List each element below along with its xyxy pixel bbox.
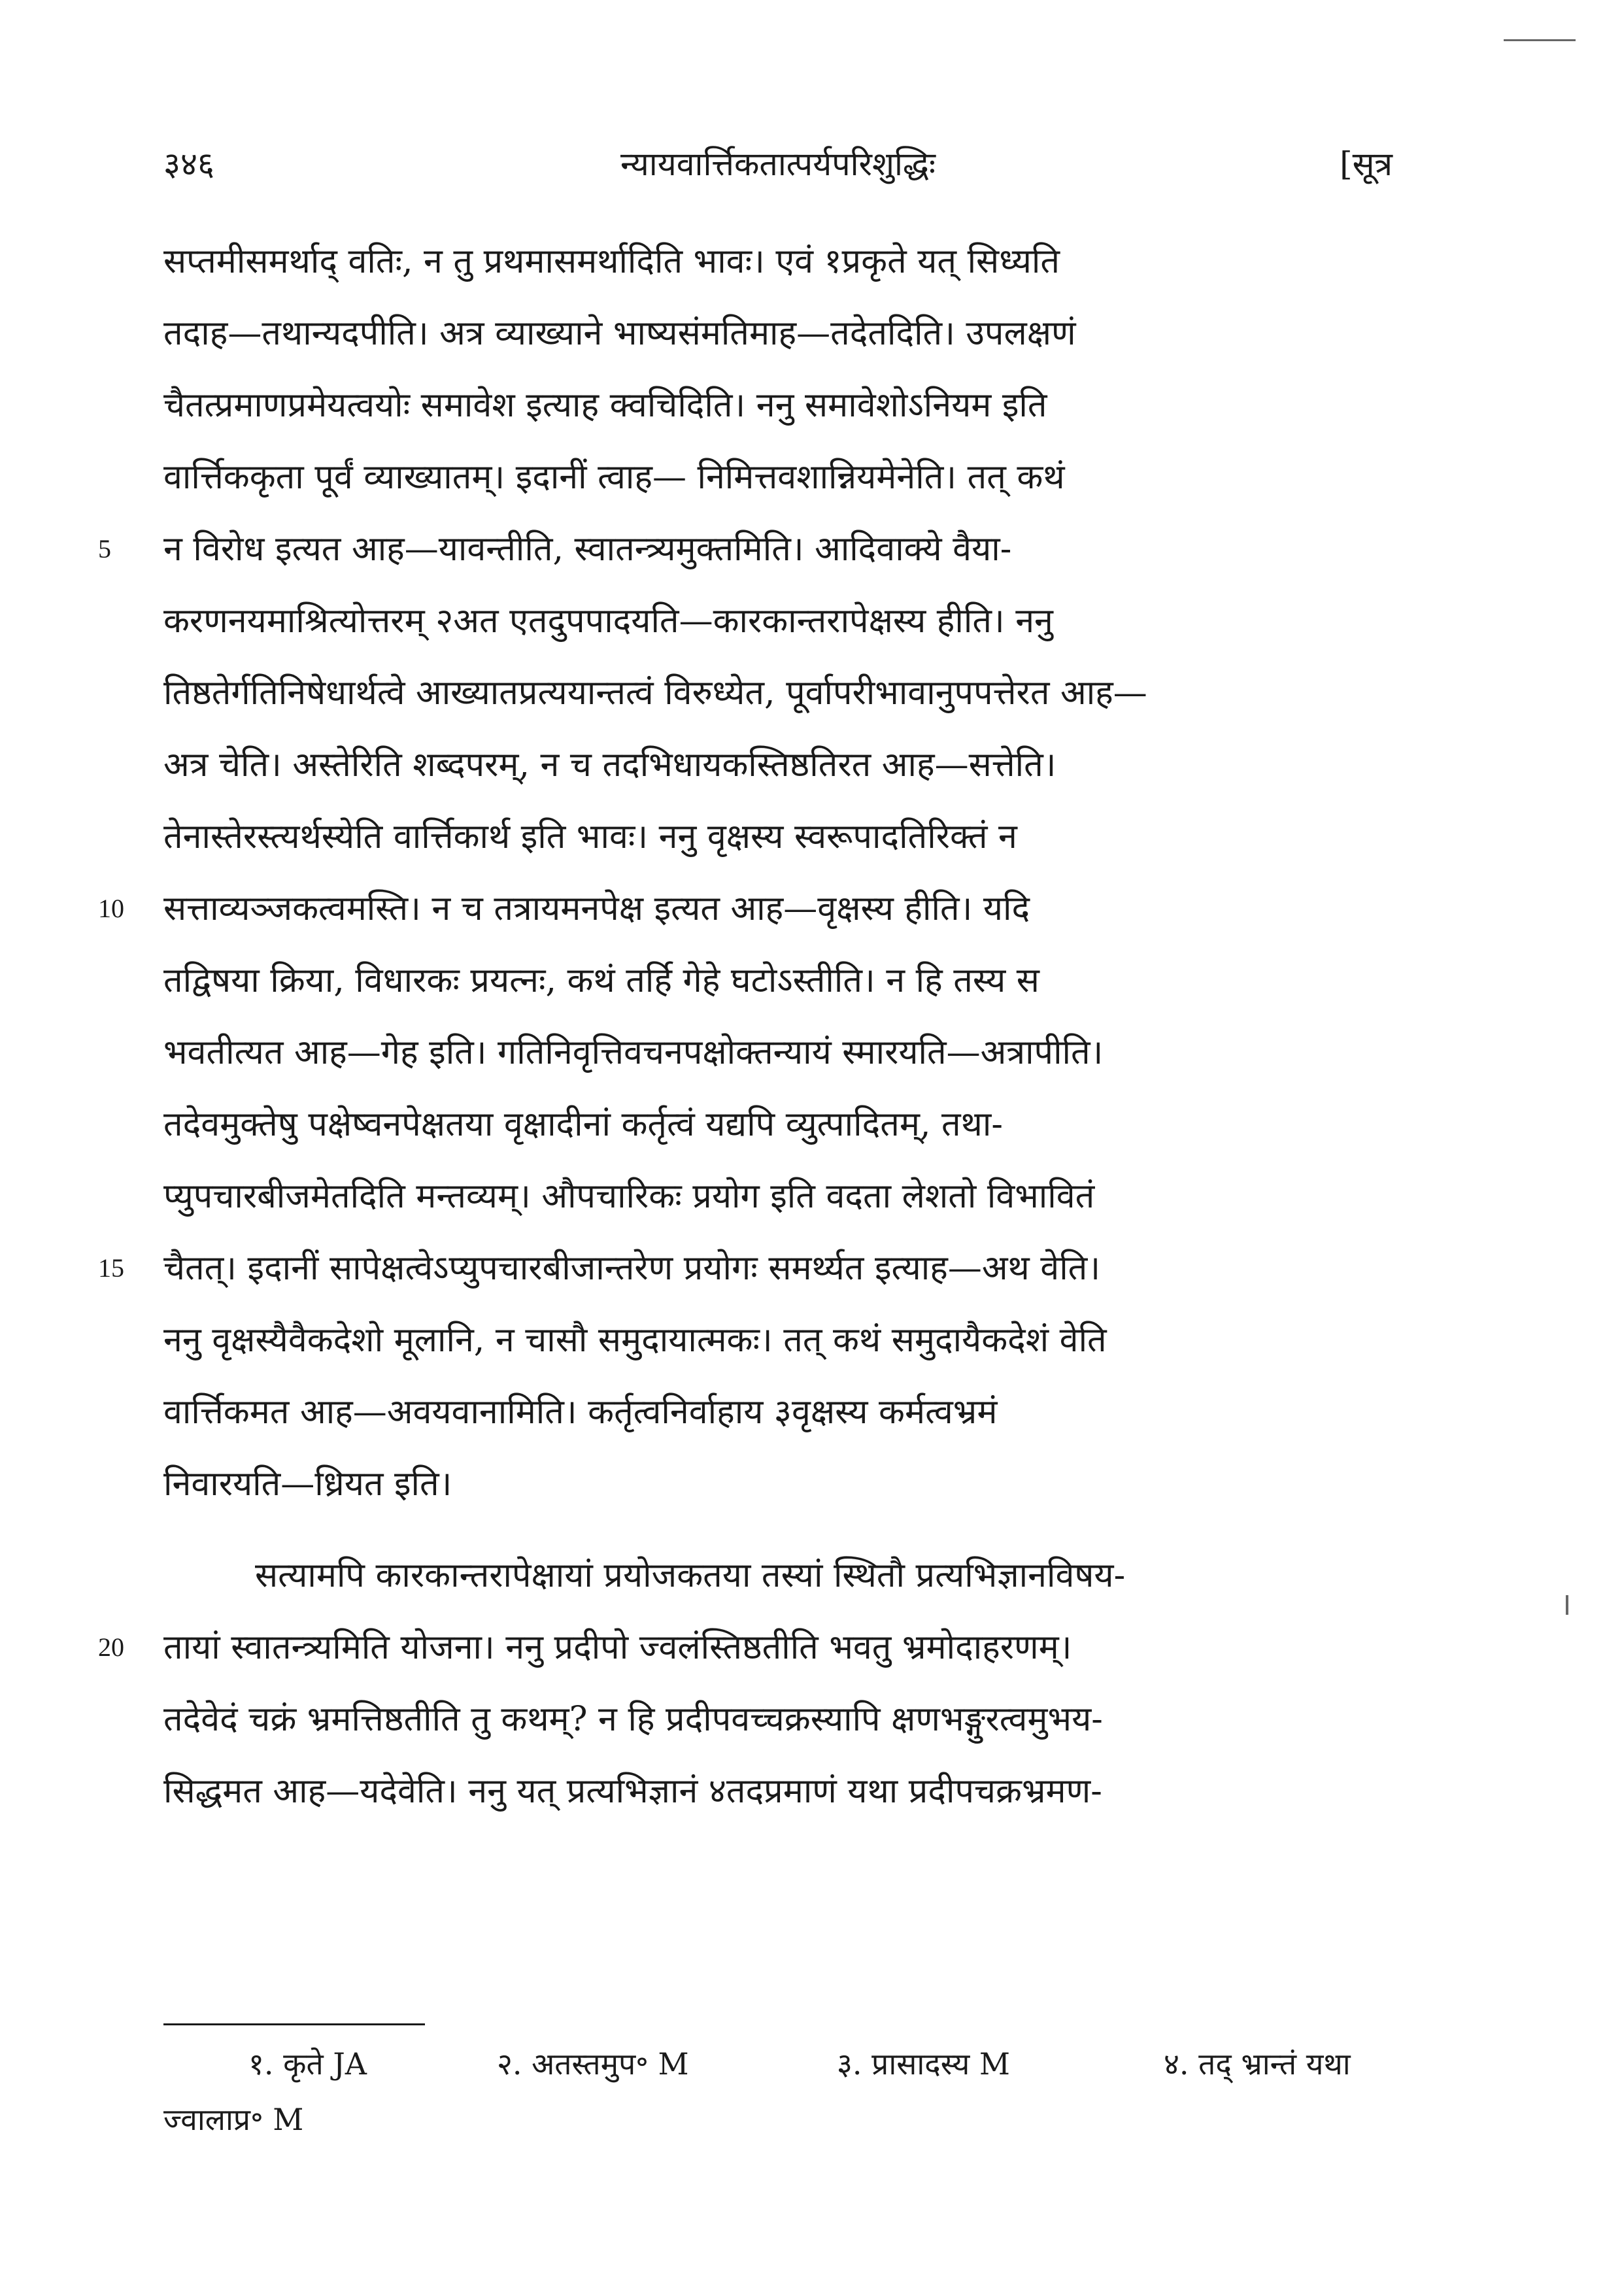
line-text: सत्ताव्यञ्जकत्वमस्ति। न च तत्रायमनपेक्ष इत्यत आह—वृक्षस्य हीति। यदि [163, 889, 1030, 928]
footnote-2: २. अतस्तमुप॰ M [497, 2046, 689, 2082]
text-line [98, 873, 1393, 945]
line-text: सिद्धमत आह—यदेवेति। ननु यत् प्रत्यभिज्ञानं ४तदप्रमाणं यथा प्रदीपचक्रभ्रमण- [163, 1772, 1102, 1811]
line-text: तिष्ठतेर्गतिनिषेधार्थत्वे आख्यातप्रत्ययान्तत्वं विरुध्येत, पूर्वापरीभावानुपपत्तेरत आह— [163, 673, 1147, 713]
footnote-row [163, 2036, 1393, 2092]
text-line [163, 441, 1393, 513]
text-line [163, 1540, 1393, 1612]
text-line [163, 657, 1393, 729]
line-number: 15 [98, 1253, 124, 1283]
line-number: 5 [98, 534, 111, 564]
footnote-4-continuation: ज्वालाप्र॰ M [163, 2102, 304, 2137]
section-label: [सूत्र [1340, 145, 1393, 183]
line-text: तेनास्तेरस्त्यर्थस्येति वार्त्तिकार्थ इति भावः। ननु वृक्षस्य स्वरूपादतिरिक्तं न [163, 817, 1017, 856]
text-line [163, 1683, 1393, 1755]
line-text: प्युपचारबीजमेतदिति मन्तव्यम्। औपचारिकः प्रयोग इति वदता लेशतो विभावितं [163, 1177, 1095, 1216]
line-text: तद्विषया क्रिया, विधारकः प्रयत्नः, कथं तर्हि गेहे घटोऽस्तीति। न हि तस्य स [163, 961, 1039, 1000]
footnotes [163, 2036, 1393, 2148]
footnote-4: ४. तद् भ्रान्तं यथा [1164, 2046, 1351, 2082]
text-line [98, 1232, 1393, 1304]
line-text: चैतत्। इदानीं सापेक्षत्वेऽप्युपचारबीजान्तरेण प्रयोगः समर्थ्यत इत्याह—अथ वेति। [163, 1249, 1101, 1288]
text-line [163, 1017, 1393, 1089]
line-text: वार्त्तिकमत आह—अवयवानामिति। कर्तृत्वनिर्वाहाय ३वृक्षस्य कर्मत्वभ्रमं [163, 1393, 998, 1432]
line-text: अत्र चेति। अस्तेरिति शब्दपरम्, न च तदभिधायकस्तिष्ठतिरत आह—सत्तेति। [163, 745, 1056, 785]
footnote-3: ३. प्रासादस्य M [837, 2046, 1010, 2082]
line-text: भवतीत्यत आह—गेह इति। गतिनिवृत्तिवचनपक्षोक्तन्यायं स्मारयति—अत्रापीति। [163, 1033, 1104, 1072]
line-number: 10 [98, 894, 124, 923]
text-line [163, 1160, 1393, 1232]
running-header [163, 141, 1393, 199]
line-text: करणनयमाश्रित्योत्तरम् २अत एतदुपपादयति—कारकान्तरापेक्षस्य हीति। ननु [163, 601, 1053, 641]
footnote-rule [163, 2023, 425, 2025]
text-line [163, 1755, 1393, 1827]
text-line [163, 729, 1393, 801]
line-text: सप्तमीसमर्थाद् वतिः, न तु प्रथमासमर्थादिति भावः। एवं १प्रकृते यत् सिध्यति [163, 242, 1060, 281]
page-number: ३४६ [163, 145, 214, 183]
scan-mark [1504, 39, 1576, 41]
line-text: वार्त्तिककृता पूर्वं व्याख्यातम्। इदानीं त्वाह— निमित्तवशान्नियमेनेति। तत् कथं [163, 458, 1065, 497]
line-text: तदेवमुक्तेषु पक्षेष्वनपेक्षतया वृक्षादीनां कर्तृत्वं यद्यपि व्युत्पादितम्, तथा- [163, 1105, 1003, 1144]
text-line [163, 369, 1393, 441]
text-line [163, 226, 1393, 297]
text-line [98, 513, 1393, 585]
line-text: निवारयति—ध्रियत इति। [163, 1464, 452, 1504]
footnote-row [163, 2092, 1393, 2148]
running-title: न्यायवार्त्तिकतात्पर्यपरिशुद्धिः [620, 145, 936, 183]
footnote-1: १. कृते JA [248, 2046, 367, 2082]
text-line [163, 801, 1393, 873]
text-line [163, 1089, 1393, 1160]
text-line [163, 1448, 1393, 1520]
line-text: ननु वृक्षस्यैवैकदेशो मूलानि, न चासौ समुदायात्मकः। तत् कथं समुदायैकदेशं वेति [163, 1321, 1107, 1360]
text-line [163, 1376, 1393, 1448]
line-text: न विरोध इत्यत आह—यावन्तीति, स्वातन्त्र्यमुक्तमिति। आदिवाक्ये वैया- [163, 530, 1012, 569]
text-line [163, 945, 1393, 1017]
text-line [163, 1304, 1393, 1376]
paragraph-gap [163, 1520, 1393, 1540]
main-text [98, 226, 1393, 1827]
line-number: 20 [98, 1632, 124, 1662]
line-text: तदाह—तथान्यदपीति। अत्र व्याख्याने भाष्यसंमतिमाह—तदेतदिति। उपलक्षणं [163, 314, 1076, 353]
text-line [163, 297, 1393, 369]
line-text: चैतत्प्रमाणप्रमेयत्वयोः समावेश इत्याह क्वचिदिति। ननु समावेशोऽनियम इति [163, 386, 1047, 425]
text-line [163, 585, 1393, 657]
text-line [98, 1612, 1393, 1683]
line-text: तायां स्वातन्त्र्यमिति योजना। ननु प्रदीपो ज्वलंस्तिष्ठतीति भवतु भ्रमोदाहरणम्। [163, 1628, 1072, 1667]
line-text: सत्यामपि कारकान्तरापेक्षायां प्रयोजकतया तस्यां स्थितौ प्रत्यभिज्ञानविषय- [255, 1556, 1126, 1595]
line-text: तदेवेदं चक्रं भ्रमत्तिष्ठतीति तु कथम्? न हि प्रदीपवच्चक्रस्यापि क्षणभङ्गुरत्वमुभय- [163, 1700, 1103, 1739]
scan-mark [1566, 1595, 1568, 1615]
